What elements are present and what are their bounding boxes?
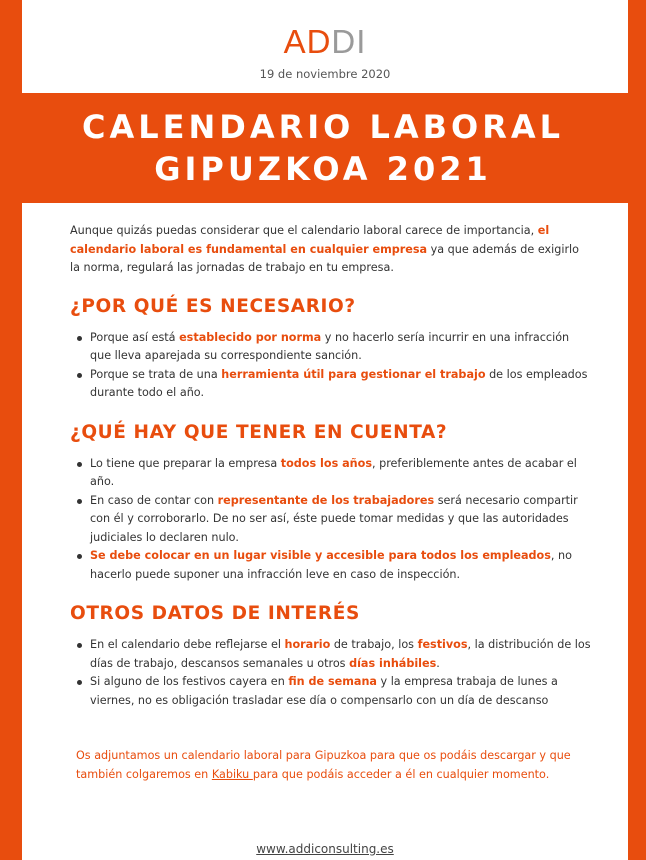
main-content: [70, 222, 592, 727]
kabiku-link[interactable]: Kabiku: [211, 767, 253, 781]
item-text: Lo tiene que preparar la empresa: [90, 456, 281, 470]
list-item: [70, 455, 592, 492]
list-item: [70, 636, 592, 673]
item-text: , la distribución de los días de trabajo, descansos semanales u otros: [90, 638, 591, 670]
publish-date: 19 de noviembre 2020: [259, 67, 391, 81]
item-highlight: días inhábiles: [349, 656, 437, 670]
item-text: , no hacerlo puede suponer una infracción leve en caso de inspección.: [90, 549, 572, 581]
item-text: será necesario compartir con él y corroborarlo. De no ser así, éste puede tomar medidas y que las autoridades judiciales lo declaren nulo.: [90, 493, 578, 544]
item-text: , preferiblemente antes de acabar el año.: [90, 456, 577, 488]
closing-text: para que podáis acceder a él en cualquier momento.: [252, 767, 550, 781]
section-consider-list: [70, 455, 592, 585]
list-item: [70, 547, 592, 584]
logo-part-di: DI: [331, 23, 367, 60]
item-highlight: horario: [284, 638, 331, 651]
intro-text: ya que además de exigirlo la norma, regulará las jornadas de trabajo en tu empresa.: [70, 242, 579, 274]
item-text: .: [436, 656, 440, 670]
intro-paragraph: [70, 222, 592, 278]
item-highlight: todos los años: [280, 456, 372, 470]
intro-highlight: el calendario laboral es fundamental en cualquier empresa: [70, 224, 550, 256]
item-highlight: festivos: [417, 638, 468, 651]
item-text: y no hacerlo sería incurrir en una infracción que lleva aparejada su correspondiente sanción.: [90, 330, 570, 362]
item-text: Si alguno de los festivos cayera en: [90, 675, 289, 688]
item-text: En caso de contar con: [90, 493, 218, 507]
section-other-list: [70, 636, 592, 710]
closing-paragraph: [76, 747, 596, 784]
item-text: En el calendario debe reflejarse el: [90, 638, 285, 651]
document-page: [22, 0, 628, 860]
title-banner: [0, 93, 646, 203]
item-text: de trabajo, los: [330, 638, 418, 651]
item-text: Porque se trata de una: [90, 367, 222, 381]
list-item: [70, 366, 592, 403]
website-link[interactable]: www.addiconsulting.es: [256, 842, 394, 856]
banner-title-line2: GIPUZKOA 2021: [154, 150, 492, 188]
list-item: [70, 329, 592, 366]
item-highlight: herramienta útil para gestionar el trabajo: [221, 367, 486, 381]
item-text: Porque así está: [90, 330, 180, 344]
logo-part-ad: AD: [283, 23, 332, 60]
item-text: de los empleados durante todo el año.: [90, 367, 588, 399]
addi-logo: [22, 24, 628, 60]
section-why-list: [70, 329, 592, 403]
item-highlight: establecido por norma: [179, 330, 322, 344]
section-heading-other: OTROS DATOS DE INTERÉS: [70, 603, 360, 624]
closing-text: Os adjuntamos un calendario laboral para Gipuzkoa para que os podáis descargar y que también colgaremos en: [76, 749, 571, 781]
item-highlight: representante de los trabajadores: [217, 493, 435, 507]
list-item: [70, 673, 592, 710]
intro-text: Aunque quizás puedas considerar que el calendario laboral carece de importancia,: [70, 224, 538, 237]
banner-title-line1: CALENDARIO LABORAL: [81, 108, 565, 146]
item-highlight: Se debe colocar en un lugar visible y accesible para todos los empleados: [90, 549, 551, 562]
item-highlight: fin de semana: [288, 675, 377, 688]
list-item: [70, 492, 592, 548]
item-text: y la empresa trabaja de lunes a viernes, no es obligación trasladar ese día o compensarlo con un día de descanso: [90, 675, 558, 707]
section-heading-why: ¿POR QUÉ ES NECESARIO?: [70, 295, 356, 317]
section-heading-consider: ¿QUÉ HAY QUE TENER EN CUENTA?: [70, 421, 448, 443]
